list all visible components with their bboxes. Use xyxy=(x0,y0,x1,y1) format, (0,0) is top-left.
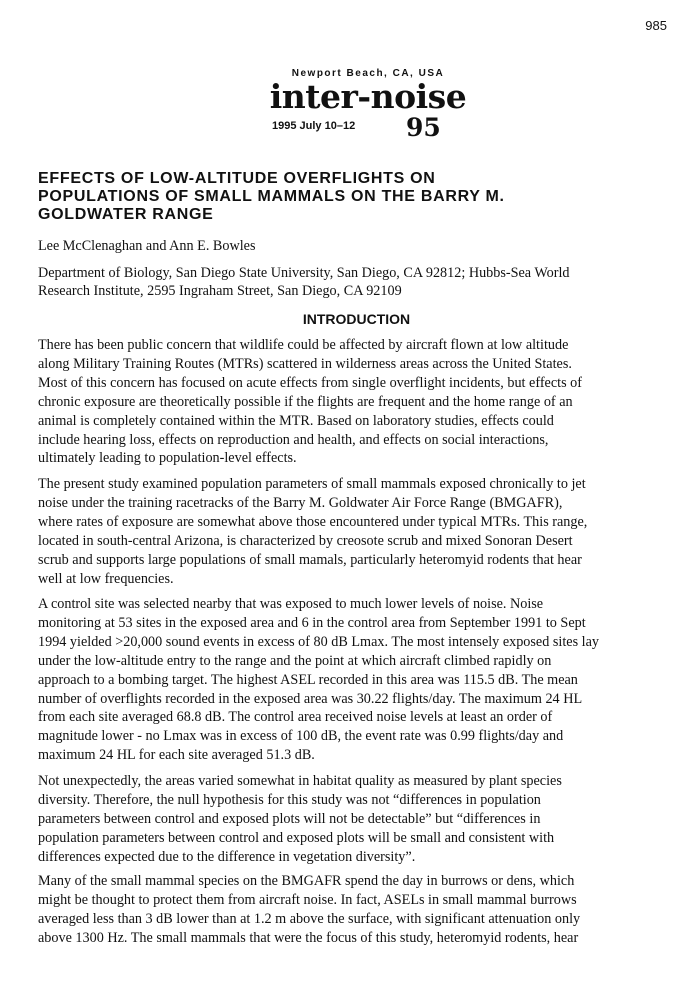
text-line: might be thought to protect them from aircraft noise. In fact, ASELs in small mammal burrows xyxy=(38,891,577,908)
title-line: EFFECTS OF LOW-ALTITUDE OVERFLIGHTS ON xyxy=(38,170,436,187)
text-line: above 1300 Hz. The small mammals that were the focus of this study, heteromyid rodents, hear xyxy=(38,929,579,946)
text-line: Most of this concern has focused on acute effects from single overflight incidents, but effects of xyxy=(38,374,582,391)
text-line: noise under the training racetracks of the Barry M. Goldwater Air Force Range (BMGAFR), xyxy=(38,494,563,511)
text-line: magnitude lower - no Lmax was in excess of 100 dB, the event rate was 0.99 flights/day and xyxy=(38,728,564,745)
text-line: along Military Training Routes (MTRs) scattered in wilderness areas across the United States. xyxy=(38,355,572,372)
paragraph-5 xyxy=(38,872,678,948)
title-line: POPULATIONS OF SMALL MAMMALS ON THE BARRY M. xyxy=(38,188,505,205)
affiliation-line: Research Institute, 2595 Ingraham Street, San Diego, CA 92109 xyxy=(38,282,402,299)
text-line: chronic exposure are theoretically possible if the flights are frequent and the home range of an xyxy=(38,393,573,410)
text-line: located in south-central Arizona, is characterized by creosote scrub and mixed Sonoran Desert xyxy=(38,532,573,549)
text-line: population parameters between control and exposed plots will be small and consistent with xyxy=(38,829,555,846)
text-line: well at low frequencies. xyxy=(38,570,174,587)
text-line: ultimately leading to population-level effects. xyxy=(38,450,297,467)
text-line: 1994 yielded >20,000 sound events in excess of 80 dB Lmax. The most intensely exposed sites lay xyxy=(38,633,599,650)
affiliation xyxy=(38,265,663,300)
text-line: approach to a bombing target. The highest ASEL recorded in this area was 115.5 dB. The mean xyxy=(38,671,578,688)
conference-logo-name: inter-noise xyxy=(269,77,467,116)
text-line: where rates of exposure are somewhat above those encountered under typical MTRs. This range, xyxy=(38,513,588,530)
text-line: differences expected due to the difference in vegetation diversity”. xyxy=(38,848,416,865)
title-line: GOLDWATER RANGE xyxy=(38,206,214,223)
conference-year: 95 xyxy=(406,113,441,142)
text-line: number of overflights recorded in the exposed area was 30.22 flights/day. The maximum 24 HL xyxy=(38,690,583,707)
text-line: under the low-altitude entry to the range and the point at which aircraft climbed rapidly on xyxy=(38,652,552,669)
text-line: The present study examined population parameters of small mammals exposed chronically to jet xyxy=(38,476,586,492)
text-line: include hearing loss, effects on reproduction and health, and effects on social interactions, xyxy=(38,431,549,448)
text-line: There has been public concern that wildlife could be affected by aircraft flown at low altitude xyxy=(38,337,569,353)
text-line: A control site was selected nearby that was exposed to much lower levels of noise. Noise xyxy=(38,596,544,612)
paper-title xyxy=(38,170,638,224)
text-line: Not unexpectedly, the areas varied somewhat in habitat quality as measured by plant species xyxy=(38,773,562,789)
text-line: averaged less than 3 dB lower than at 1.2 m above the surface, with significant attenuation only xyxy=(38,910,581,927)
section-heading-introduction: INTRODUCTION xyxy=(302,311,411,327)
page-number: 985 xyxy=(645,18,667,33)
conference-header xyxy=(258,68,478,141)
text-line: Many of the small mammal species on the BMGAFR spend the day in burrows or dens, which xyxy=(38,873,575,889)
paragraph-2 xyxy=(38,475,678,588)
text-line: diversity. Therefore, the null hypothesis for this study was not “differences in population xyxy=(38,791,541,808)
text-line: monitoring at 53 sites in the exposed area and 6 in the control area from September 1991 to Sept xyxy=(38,614,586,631)
conference-date-row xyxy=(258,115,478,141)
text-line: from each site averaged 68.8 dB. The control area received noise levels at least an order of xyxy=(38,709,553,726)
text-line: animal is completely contained within the MTR. Based on laboratory studies, effects could xyxy=(38,412,554,429)
text-line: scrub and supports large populations of small mamals, particularly heteromyid rodents that hear xyxy=(38,551,582,568)
paragraph-4 xyxy=(38,772,678,867)
text-line: parameters between control and exposed plots will not be detectable” but “differences in xyxy=(38,810,541,827)
text-line: maximum 24 HL for each site averaged 51.3 dB. xyxy=(38,747,315,764)
affiliation-line: Department of Biology, San Diego State University, San Diego, CA 92812; Hubbs-Sea World xyxy=(38,265,570,281)
authors: Lee McClenaghan and Ann E. Bowles xyxy=(38,238,256,254)
paragraph-3 xyxy=(38,595,678,765)
conference-date: 1995 July 10–12 xyxy=(272,120,356,132)
paragraph-1 xyxy=(38,336,678,468)
conference-location: Newport Beach, CA, USA xyxy=(291,68,445,79)
